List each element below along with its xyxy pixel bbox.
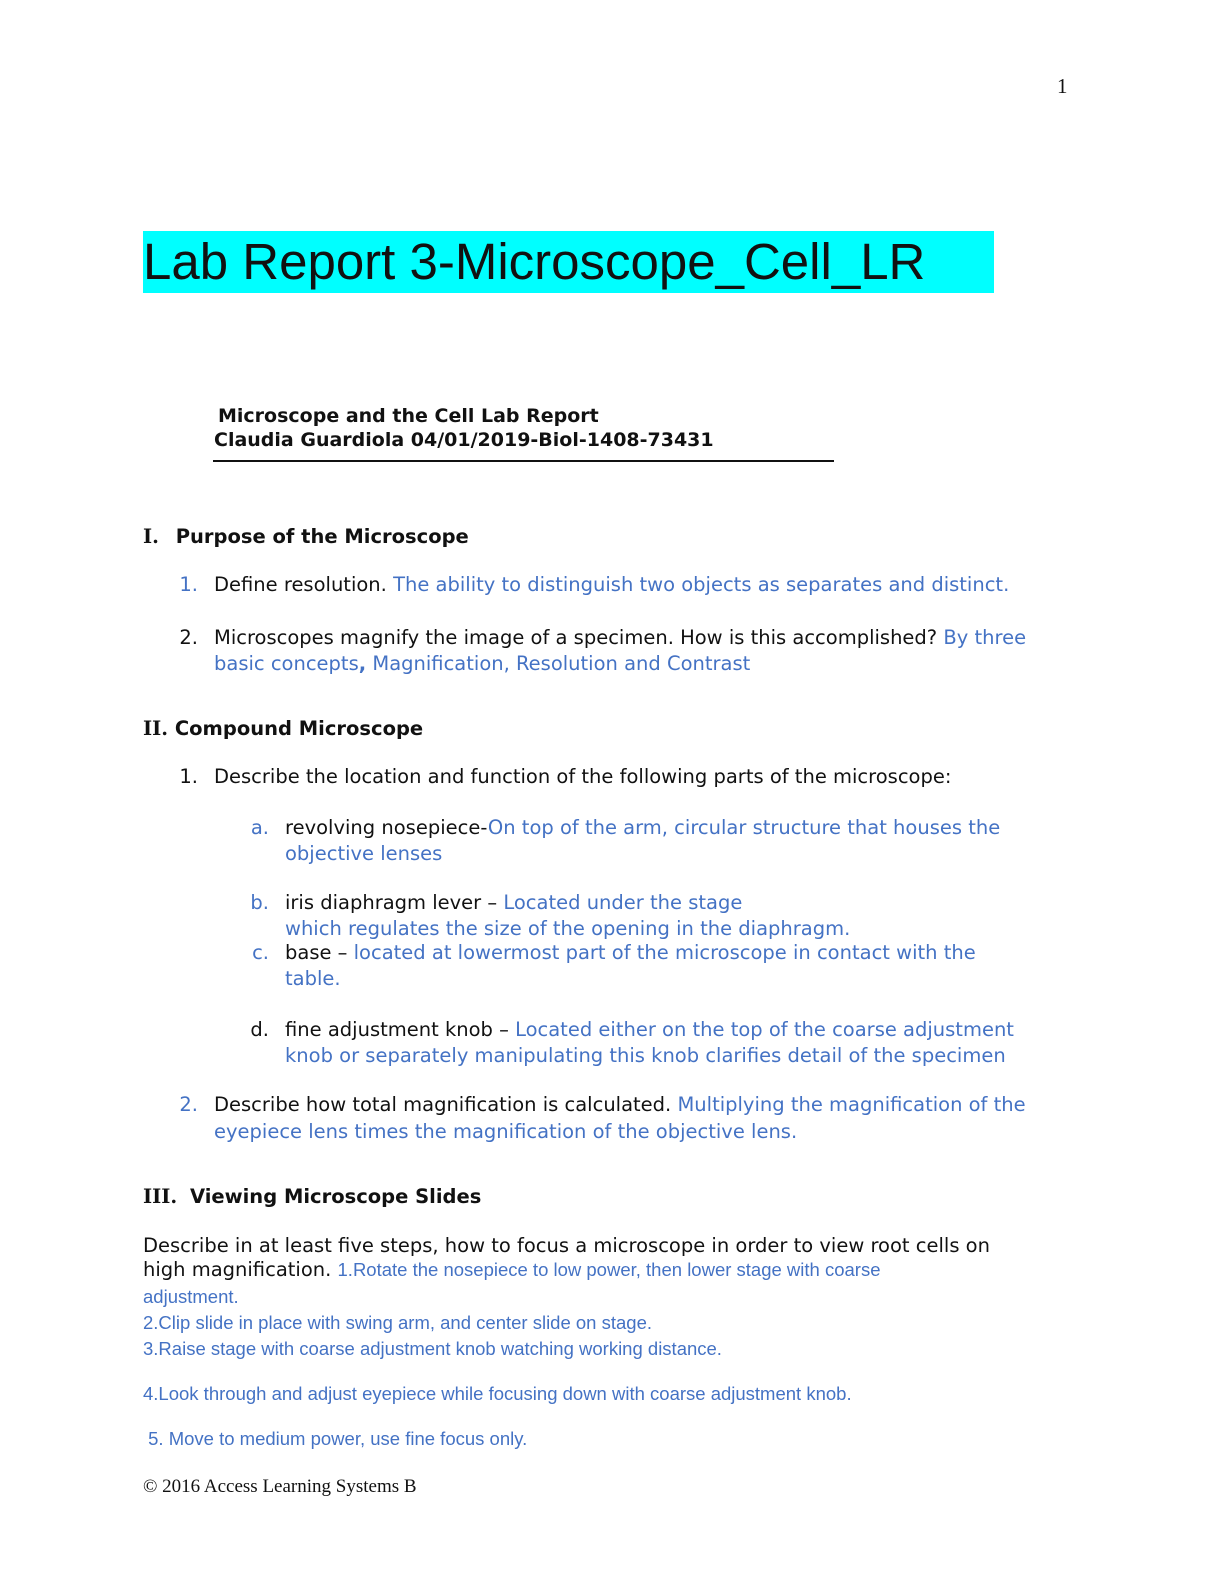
s1-q1-marker: 1. [179,573,198,596]
part-c-line1 [285,941,976,964]
section-1-heading [143,525,469,548]
part-c-answer-l2: table. [285,967,341,990]
part-d-label: fine adjustment knob – [285,1018,516,1041]
s2-q1-question: Describe the location and function of the following parts of the microscope: [214,765,952,788]
part-a-answer-l1: On top of the arm, circular structure that houses the [487,816,1001,839]
step-2: 2.Clip slide in place with swing arm, and center slide on stage. [143,1312,653,1333]
section-1-numeral: I. [143,525,159,548]
s1-q1 [214,573,1009,596]
s2-q2-marker: 2. [179,1093,198,1116]
s1-q2-line2 [214,652,750,675]
step-5: 5. Move to medium power, use fine focus only. [143,1428,528,1449]
header-underline [213,460,834,462]
part-b-label: iris diaphragm lever – [285,891,504,914]
page-number: 1 [1057,74,1068,98]
s3-intro-line2 [143,1258,881,1281]
section-3-title: Viewing Microscope Slides [189,1185,482,1208]
part-b-marker: b. [250,891,269,914]
copyright-footer: © 2016 Access Learning Systems B [143,1476,417,1497]
part-c-marker: c. [252,941,269,964]
part-c-label: base – [285,941,354,964]
part-d-line1 [285,1018,1014,1041]
step-4: 4.Look through and adjust eyepiece while focusing down with coarse adjustment knob. [143,1383,852,1404]
s1-q2-answer-l2a: basic concepts [214,652,359,675]
s1-q2-answer-l2b: Magnification, Resolution and Contrast [366,652,751,675]
s3-intro-line1: Describe in at least five steps, how to focus a microscope in order to view root cells on [143,1234,990,1257]
section-2-title: Compound Microscope [174,717,424,740]
part-c-answer-l1: located at lowermost part of the microscope in contact with the [353,941,976,964]
section-2-heading [143,717,423,740]
s2-q2-answer-l1: Multiplying the magnification of the [677,1093,1026,1116]
part-b-answer-l1: Located under the stage [503,891,743,914]
section-2-numeral: II. [143,717,169,740]
s1-q2-answer-comma: , [358,652,367,675]
step-3: 3.Raise stage with coarse adjustment knob watching working distance. [143,1338,722,1359]
part-d-answer-l1: Located either on the top of the coarse adjustment [515,1018,1014,1041]
report-author-line: Claudia Guardiola 04/01/2019-Biol-1408-73431 [214,429,714,451]
section-1-title: Purpose of the Microscope [175,525,469,548]
s1-q2-line1 [214,626,1026,649]
report-title: Microscope and the Cell Lab Report [218,405,599,427]
s2-q2-question: Describe how total magnification is calculated. [214,1093,678,1116]
section-3-heading [143,1185,481,1208]
s2-q2-answer-l2: eyepiece lens times the magnification of the objective lens. [214,1120,798,1143]
step-1-line2: adjustment. [143,1286,239,1307]
step-1-line1: 1.Rotate the nosepiece to low power, then lower stage with coarse [337,1259,881,1280]
section-3-numeral: III. [143,1185,178,1208]
s2-q2-line1 [214,1093,1026,1116]
s1-q2-marker: 2. [179,626,198,649]
part-a-line1 [285,816,1000,839]
s3-intro-l2-text: high magnification. [143,1258,338,1281]
s1-q2-answer-l1: By three [943,626,1027,649]
s1-q1-question: Define resolution. [214,573,394,596]
part-a-marker: a. [250,816,269,839]
part-a-label: revolving nosepiece- [285,816,488,839]
s1-q2-question: Microscopes magnify the image of a specimen. How is this accomplished? [214,626,944,649]
s1-q1-answer: The ability to distinguish two objects as separates and distinct. [393,573,1010,596]
part-d-marker: d. [250,1018,269,1041]
part-d-answer-l2: knob or separately manipulating this knob clarifies detail of the specimen [285,1044,1006,1067]
part-a-answer-l2: objective lenses [285,842,443,865]
part-b-line1 [285,891,742,914]
document-title: Lab Report 3-Microscope_Cell_LR [143,231,994,293]
part-b-answer-l2: which regulates the size of the opening in the diaphragm. [285,917,851,940]
s2-q1-marker: 1. [179,765,198,788]
